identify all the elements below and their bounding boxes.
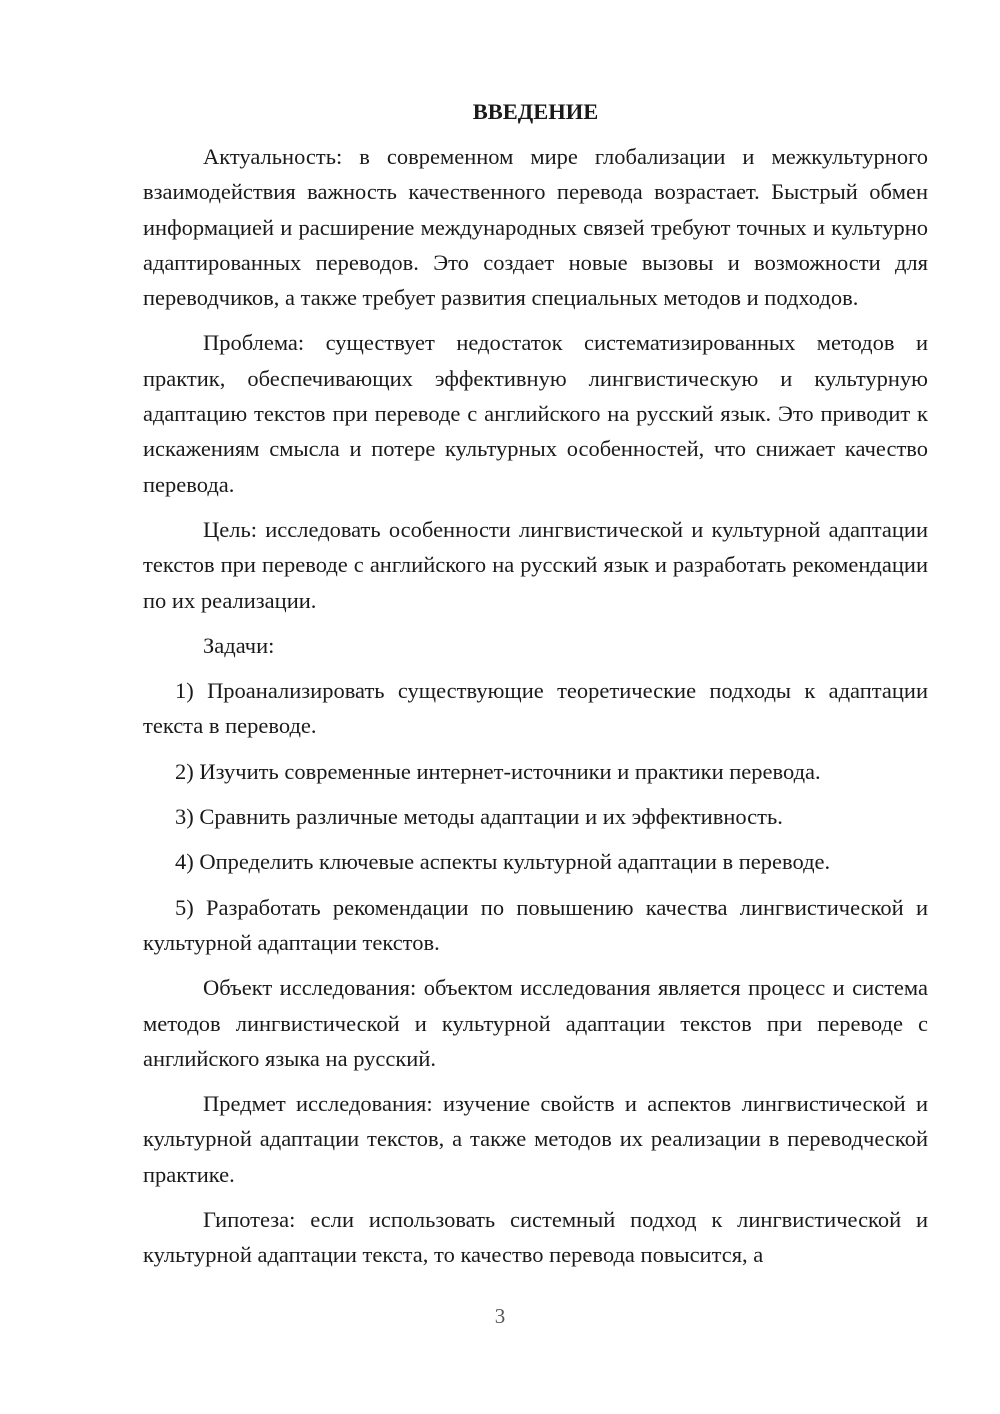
- section-heading: ВВЕДЕНИЕ: [472, 99, 599, 124]
- task-item-5: 5) Разработать рекомендации по повышению качества лингвистической и культурной адаптации текстов.: [143, 894, 928, 955]
- task-item-4: 4) Определить ключевые аспекты культурной адаптации в переводе.: [175, 849, 831, 875]
- paragraph-tasks-label: Задачи:: [203, 632, 275, 658]
- task-item-1: 1) Проанализировать существующие теоретические подходы к адаптации текста в переводе.: [143, 678, 928, 739]
- page-number: 3: [494, 1304, 506, 1328]
- task-item-2: 2) Изучить современные интернет-источники и практики перевода.: [175, 758, 821, 784]
- paragraph-problem: Проблема: существует недостаток систематизированных методов и практик, обеспечивающих эффективную лингвистическую и культурную адаптацию текстов при переводе с английского на русский язык. Это приводит к искажениям смысла и потере культурных особенностей, что снижает качество перевода.: [143, 330, 928, 497]
- document-page: [143, 95, 928, 1283]
- paragraph-relevance: Актуальность: в современном мире глобализации и межкультурного взаимодействия важность качественного перевода возрастает. Быстрый обмен информацией и расширение международных связей требуют точных и культурно адаптированных переводов. Это создает новые вызовы и возможности для переводчиков, а также требует развития специальных методов и подходов.: [143, 144, 928, 311]
- paragraph-goal: Цель: исследовать особенности лингвистической и культурной адаптации текстов при переводе с английского на русский язык и разработать рекомендации по их реализации.: [143, 516, 928, 613]
- paragraph-object: Объект исследования: объектом исследования является процесс и система методов лингвистической и культурной адаптации текстов при переводе с английского языка на русский.: [143, 975, 928, 1071]
- task-item-3: 3) Сравнить различные методы адаптации и их эффективность.: [175, 804, 783, 830]
- paragraph-hypothesis: Гипотеза: если использовать системный подход к лингвистической и культурной адаптации текста, то качество перевода повысится, а: [143, 1207, 928, 1268]
- paragraph-subject: Предмет исследования: изучение свойств и аспектов лингвистической и культурной адаптации текстов, а также методов их реализации в переводческой практике.: [143, 1091, 928, 1187]
